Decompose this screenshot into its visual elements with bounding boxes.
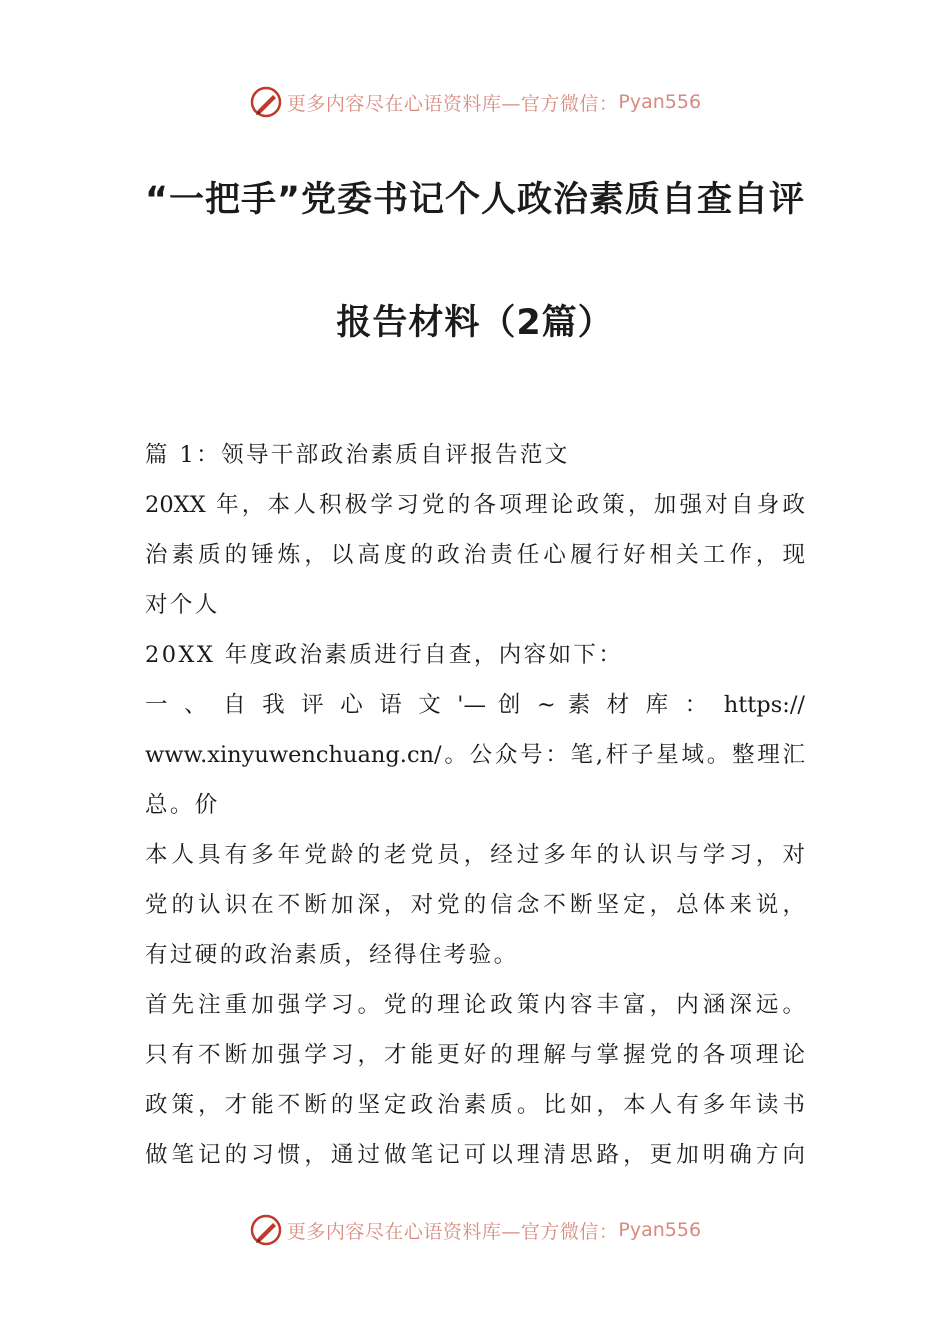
text-line: 做笔记的习惯，通过做笔记可以理清思路，更加明确方向 [145, 1142, 805, 1168]
document-title-line-1: “一把手”党委书记个人政治素质自查自评 [144, 180, 805, 220]
text-line: 本人具有多年党龄的老党员，经过多年的认识与学习，对 [145, 842, 805, 868]
header-banner [0, 82, 950, 122]
document-body [145, 430, 805, 1180]
text-line: 只有不断加强学习，才能更好的理解与掌握党的各项理论 [145, 1042, 805, 1068]
pen-logo-icon [249, 1213, 283, 1247]
text-line: 20XX 年，本人积极学习党的各项理论政策，加强对自身政 [145, 492, 805, 518]
banner-wechat-id: Pyan556 [618, 91, 702, 113]
document-title-line-2: 报告材料（2篇） [336, 303, 614, 343]
text-line: 党的认识在不断加深，对党的信念不断坚定，总体来说， [145, 892, 805, 918]
banner-wechat-id: Pyan556 [618, 1219, 702, 1241]
banner-text: 更多内容尽在心语资料库—官方微信： [286, 92, 619, 115]
text-line: 有过硬的政治素质，经得住考验。 [145, 942, 519, 968]
pen-logo-icon [249, 85, 283, 119]
text-line: 对个人 [145, 592, 220, 618]
text-line: www.xinyuwenchuang.cn/。公众号：笔,杆子星域。整理汇 [145, 742, 805, 768]
text-line: 政策，才能不断的坚定政治素质。比如，本人有多年读书 [145, 1092, 805, 1118]
text-line: 总。价 [145, 792, 220, 818]
text-line: 篇 1：领导干部政治素质自评报告范文 [145, 442, 570, 468]
text-line: 一 、 自 我 评 心 语 文 '— 创 ~ 素 材 库 ： https:// [145, 692, 805, 718]
text-line: 20XX 年度政治素质进行自查，内容如下： [145, 642, 624, 668]
banner-text: 更多内容尽在心语资料库—官方微信： [286, 1220, 619, 1243]
text-line: 首先注重加强学习。党的理论政策内容丰富，内涵深远。 [145, 992, 805, 1018]
footer-banner [0, 1210, 950, 1250]
text-line: 治素质的锤炼，以高度的政治责任心履行好相关工作，现 [145, 542, 805, 568]
